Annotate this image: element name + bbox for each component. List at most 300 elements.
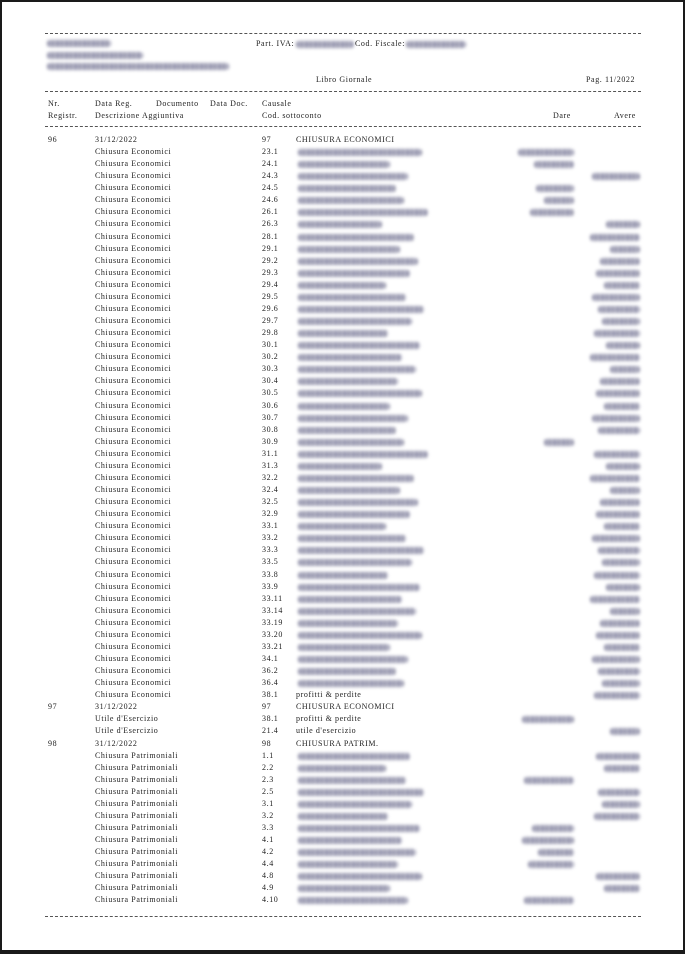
table-row bbox=[0, 582, 685, 594]
avere-amount-redacted bbox=[594, 451, 640, 458]
cell-desc: Chiusura Patrimoniali bbox=[95, 822, 179, 832]
cell-desc: Chiusura Economici bbox=[95, 255, 172, 265]
cell-desc: Chiusura Economici bbox=[95, 195, 172, 205]
cell-code: 31.1 bbox=[262, 448, 279, 458]
cell-code: 97 bbox=[262, 135, 272, 144]
cell-desc: Chiusura Patrimoniali bbox=[95, 883, 179, 893]
cell-desc: Chiusura Economici bbox=[95, 460, 172, 470]
avere-amount-redacted bbox=[604, 282, 640, 289]
table-row bbox=[0, 171, 685, 183]
account-name-redacted bbox=[298, 596, 402, 603]
cell-code: 33.5 bbox=[262, 557, 279, 567]
cell-code: 3.3 bbox=[262, 822, 274, 832]
dare-amount-redacted bbox=[528, 861, 574, 868]
dare-amount-redacted bbox=[544, 197, 574, 204]
avere-amount-redacted bbox=[592, 294, 640, 301]
cell-desc: Chiusura Economici bbox=[95, 243, 172, 253]
cell-desc: Chiusura Patrimoniali bbox=[95, 786, 179, 796]
account-name-redacted bbox=[298, 342, 420, 349]
cell-code: 3.2 bbox=[262, 810, 274, 820]
account-name-redacted bbox=[298, 330, 388, 337]
account-name-redacted bbox=[298, 873, 422, 880]
avere-amount-redacted bbox=[610, 608, 640, 615]
cell-nr: 97 bbox=[48, 702, 58, 712]
account-name-redacted bbox=[298, 354, 402, 361]
avere-amount-redacted bbox=[592, 535, 640, 542]
table-row bbox=[0, 751, 685, 763]
register-title: Libro Giornale bbox=[316, 75, 373, 84]
table-row bbox=[0, 714, 685, 726]
avere-amount-redacted bbox=[590, 596, 640, 603]
avere-amount-redacted bbox=[596, 753, 640, 760]
account-name-redacted bbox=[298, 584, 420, 591]
avere-amount-redacted bbox=[594, 572, 640, 579]
cell-code: 97 bbox=[262, 702, 272, 712]
cell-code: 33.14 bbox=[262, 605, 283, 615]
cell-code: 29.3 bbox=[262, 267, 279, 277]
account-name-redacted bbox=[298, 161, 390, 168]
avere-amount-redacted bbox=[598, 547, 640, 554]
cell-desc: Chiusura Economici bbox=[95, 159, 172, 169]
account-name-redacted bbox=[298, 294, 406, 301]
avere-amount-redacted bbox=[594, 330, 640, 337]
cell-code: 30.5 bbox=[262, 388, 279, 398]
avere-amount-redacted bbox=[594, 692, 640, 699]
cell-desc: Chiusura Economici bbox=[95, 605, 172, 615]
table-row bbox=[0, 304, 685, 316]
table-row bbox=[0, 413, 685, 425]
avere-amount-redacted bbox=[594, 813, 640, 820]
table-row bbox=[0, 823, 685, 835]
avere-amount-redacted bbox=[598, 306, 640, 313]
table-row bbox=[0, 316, 685, 328]
table-row bbox=[0, 642, 685, 654]
cell-desc: Chiusura Economici bbox=[95, 231, 172, 241]
dare-amount-redacted bbox=[530, 209, 574, 216]
account-name-redacted bbox=[298, 439, 404, 446]
dare-amount-redacted bbox=[524, 777, 574, 784]
account-name-redacted bbox=[298, 801, 412, 808]
account-name-redacted bbox=[298, 523, 386, 530]
cell-desc: Chiusura Economici bbox=[95, 219, 172, 229]
cell-desc: Chiusura Patrimoniali bbox=[95, 895, 179, 905]
cell-name: profitti & perdite bbox=[296, 714, 362, 724]
account-name-redacted bbox=[298, 608, 416, 615]
avere-amount-redacted bbox=[590, 475, 640, 482]
table-row bbox=[0, 835, 685, 847]
cell-desc: Chiusura Economici bbox=[95, 424, 172, 434]
avere-amount-redacted bbox=[604, 644, 640, 651]
account-name-redacted bbox=[298, 234, 414, 241]
col-cod-sottoconto: Cod. sottoconto bbox=[262, 111, 322, 120]
account-name-redacted bbox=[298, 813, 388, 820]
cell-desc: Utile d'Esercizio bbox=[95, 726, 159, 736]
account-name-redacted bbox=[298, 668, 396, 675]
cell-desc: Chiusura Economici bbox=[95, 593, 172, 603]
account-name-redacted bbox=[298, 149, 422, 156]
table-row bbox=[0, 871, 685, 883]
col-documento: Documento bbox=[156, 99, 199, 108]
cell-desc: Utile d'Esercizio bbox=[95, 714, 159, 724]
cell-code: 36.4 bbox=[262, 678, 279, 688]
table-row bbox=[0, 521, 685, 533]
avere-amount-redacted bbox=[596, 873, 640, 880]
cell-desc: Chiusura Economici bbox=[95, 448, 172, 458]
cell-code: 23.1 bbox=[262, 147, 279, 157]
account-name-redacted bbox=[298, 173, 408, 180]
avere-amount-redacted bbox=[604, 885, 640, 892]
avere-amount-redacted bbox=[606, 221, 640, 228]
cell-name: CHIUSURA PATRIM. bbox=[296, 738, 379, 748]
table-row bbox=[0, 473, 685, 485]
dare-amount-redacted bbox=[532, 825, 574, 832]
company-name-redacted bbox=[47, 40, 111, 47]
cell-desc: Chiusura Economici bbox=[95, 303, 172, 313]
avere-amount-redacted bbox=[598, 789, 640, 796]
cell-desc: Chiusura Economici bbox=[95, 581, 172, 591]
table-row bbox=[0, 570, 685, 582]
avere-amount-redacted bbox=[606, 342, 640, 349]
table-row bbox=[0, 244, 685, 256]
account-name-redacted bbox=[298, 487, 400, 494]
cell-desc: Chiusura Patrimoniali bbox=[95, 859, 179, 869]
table-row bbox=[0, 606, 685, 618]
cell-code: 33.20 bbox=[262, 629, 283, 639]
col-descr-agg: Descrizione Aggiuntiva bbox=[95, 111, 184, 120]
account-name-redacted bbox=[298, 849, 416, 856]
account-name-redacted bbox=[298, 765, 386, 772]
cell-desc: Chiusura Economici bbox=[95, 557, 172, 567]
page-number: Pag. 11/2022 bbox=[586, 75, 636, 84]
account-name-redacted bbox=[298, 403, 390, 410]
avere-amount-redacted bbox=[602, 559, 640, 566]
cell-code: 3.1 bbox=[262, 798, 274, 808]
avere-amount-redacted bbox=[592, 173, 640, 180]
cell-desc: Chiusura Economici bbox=[95, 690, 172, 700]
table-row bbox=[0, 461, 685, 473]
cell-code: 24.5 bbox=[262, 183, 279, 193]
cell-code: 28.1 bbox=[262, 231, 279, 241]
cell-code: 38.1 bbox=[262, 690, 279, 700]
account-name-redacted bbox=[298, 306, 424, 313]
cell-desc: Chiusura Economici bbox=[95, 666, 172, 676]
account-name-redacted bbox=[298, 680, 404, 687]
account-name-redacted bbox=[298, 209, 428, 216]
col-data-reg: Data Reg. bbox=[95, 99, 133, 108]
table-row bbox=[0, 268, 685, 280]
dare-amount-redacted bbox=[538, 849, 574, 856]
cell-code: 4.10 bbox=[262, 895, 279, 905]
cell-desc: Chiusura Patrimoniali bbox=[95, 762, 179, 772]
table-row bbox=[0, 207, 685, 219]
avere-amount-redacted bbox=[598, 427, 640, 434]
cell-date: 31/12/2022 bbox=[95, 135, 138, 144]
account-name-redacted bbox=[298, 197, 404, 204]
cell-code: 29.7 bbox=[262, 316, 279, 326]
table-row bbox=[0, 135, 685, 147]
account-name-redacted bbox=[298, 547, 424, 554]
piva-redacted bbox=[296, 41, 354, 48]
cell-code: 30.4 bbox=[262, 376, 279, 386]
header-divider bbox=[45, 91, 641, 92]
cell-desc: Chiusura Patrimoniali bbox=[95, 847, 179, 857]
account-name-redacted bbox=[298, 499, 418, 506]
avere-amount-redacted bbox=[600, 378, 640, 385]
account-name-redacted bbox=[298, 451, 428, 458]
avere-amount-redacted bbox=[596, 270, 640, 277]
col-nr: Nr. bbox=[48, 99, 60, 108]
cell-code: 33.9 bbox=[262, 581, 279, 591]
cell-name: CHIUSURA ECONOMICI bbox=[296, 135, 395, 144]
cell-desc: Chiusura Patrimoniali bbox=[95, 798, 179, 808]
table-row bbox=[0, 545, 685, 557]
cell-desc: Chiusura Economici bbox=[95, 147, 172, 157]
cell-code: 29.4 bbox=[262, 279, 279, 289]
account-name-redacted bbox=[298, 282, 386, 289]
cell-code: 4.2 bbox=[262, 847, 274, 857]
account-name-redacted bbox=[298, 825, 420, 832]
col-dare: Dare bbox=[553, 111, 571, 120]
dare-amount-redacted bbox=[522, 716, 574, 723]
table-row bbox=[0, 328, 685, 340]
cell-desc: Chiusura Economici bbox=[95, 641, 172, 651]
cell-code: 98 bbox=[262, 738, 272, 748]
table-row bbox=[0, 654, 685, 666]
cell-code: 32.4 bbox=[262, 485, 279, 495]
cell-code: 30.8 bbox=[262, 424, 279, 434]
cell-code: 30.3 bbox=[262, 364, 279, 374]
account-name-redacted bbox=[298, 572, 388, 579]
account-name-redacted bbox=[298, 366, 416, 373]
cf-redacted bbox=[406, 41, 466, 48]
cell-code: 34.1 bbox=[262, 654, 279, 663]
cell-code: 4.9 bbox=[262, 883, 274, 893]
table-row bbox=[0, 811, 685, 823]
table-row bbox=[0, 340, 685, 352]
table-row bbox=[0, 509, 685, 521]
account-name-redacted bbox=[298, 535, 406, 542]
table-row bbox=[0, 219, 685, 231]
account-name-redacted bbox=[298, 511, 410, 518]
account-name-redacted bbox=[298, 620, 398, 627]
table-row bbox=[0, 449, 685, 461]
avere-amount-redacted bbox=[602, 680, 640, 687]
avere-amount-redacted bbox=[602, 318, 640, 325]
cell-code: 26.1 bbox=[262, 207, 279, 217]
account-name-redacted bbox=[298, 861, 398, 868]
cell-code: 29.1 bbox=[262, 243, 279, 253]
account-name-redacted bbox=[298, 246, 400, 253]
table-row bbox=[0, 702, 685, 714]
table-row bbox=[0, 497, 685, 509]
cell-desc: Chiusura Economici bbox=[95, 472, 172, 482]
dare-amount-redacted bbox=[524, 897, 574, 904]
cell-code: 30.2 bbox=[262, 352, 279, 362]
account-name-redacted bbox=[298, 559, 412, 566]
avere-amount-redacted bbox=[600, 499, 640, 506]
account-name-redacted bbox=[298, 753, 410, 760]
cell-code: 29.6 bbox=[262, 303, 279, 313]
account-name-redacted bbox=[298, 897, 408, 904]
table-row bbox=[0, 232, 685, 244]
table-row bbox=[0, 280, 685, 292]
table-row bbox=[0, 859, 685, 871]
cell-desc: Chiusura Economici bbox=[95, 400, 172, 410]
cell-desc: Chiusura Economici bbox=[95, 183, 172, 193]
dare-amount-redacted bbox=[522, 837, 574, 844]
account-name-redacted bbox=[298, 221, 382, 228]
table-row bbox=[0, 678, 685, 690]
table-row bbox=[0, 726, 685, 738]
account-name-redacted bbox=[298, 415, 408, 422]
table-row bbox=[0, 799, 685, 811]
cell-code: 2.2 bbox=[262, 762, 274, 772]
cell-desc: Chiusura Economici bbox=[95, 207, 172, 217]
account-name-redacted bbox=[298, 632, 422, 639]
company-city-redacted bbox=[47, 63, 229, 70]
cell-code: 31.3 bbox=[262, 460, 279, 470]
col-causale: Causale bbox=[262, 99, 292, 108]
cell-code: 33.21 bbox=[262, 641, 283, 651]
account-name-redacted bbox=[298, 789, 424, 796]
table-row bbox=[0, 292, 685, 304]
col-avere: Avere bbox=[614, 111, 636, 120]
cell-desc: Chiusura Economici bbox=[95, 279, 172, 289]
table-row bbox=[0, 533, 685, 545]
cell-desc: Chiusura Economici bbox=[95, 376, 172, 386]
account-name-redacted bbox=[298, 837, 402, 844]
cell-desc: Chiusura Economici bbox=[95, 569, 172, 579]
table-row bbox=[0, 401, 685, 413]
cell-code: 24.3 bbox=[262, 171, 279, 181]
cell-desc: Chiusura Patrimoniali bbox=[95, 750, 179, 760]
avere-amount-redacted bbox=[610, 246, 640, 253]
account-name-redacted bbox=[298, 885, 390, 892]
cell-code: 32.5 bbox=[262, 497, 279, 507]
cell-date: 31/12/2022 bbox=[95, 738, 138, 748]
table-row bbox=[0, 159, 685, 171]
cell-desc: Chiusura Economici bbox=[95, 521, 172, 531]
cell-code: 32.2 bbox=[262, 472, 279, 482]
cell-code: 29.2 bbox=[262, 255, 279, 265]
avere-amount-redacted bbox=[596, 632, 640, 639]
cell-desc: Chiusura Economici bbox=[95, 436, 172, 446]
cell-code: 29.8 bbox=[262, 328, 279, 338]
table-row bbox=[0, 775, 685, 787]
cell-desc: Chiusura Economici bbox=[95, 678, 172, 688]
cell-code: 33.1 bbox=[262, 521, 279, 531]
cell-desc: Chiusura Economici bbox=[95, 617, 172, 627]
cell-code: 30.9 bbox=[262, 436, 279, 446]
avere-amount-redacted bbox=[604, 523, 640, 530]
cell-code: 33.3 bbox=[262, 545, 279, 555]
table-row bbox=[0, 666, 685, 678]
table-row bbox=[0, 618, 685, 630]
cell-code: 21.4 bbox=[262, 726, 279, 736]
avere-amount-redacted bbox=[604, 765, 640, 772]
table-row bbox=[0, 256, 685, 268]
bottom-divider bbox=[45, 916, 641, 917]
account-name-redacted bbox=[298, 475, 414, 482]
dare-amount-redacted bbox=[534, 161, 574, 168]
account-name-redacted bbox=[298, 644, 390, 651]
avere-amount-redacted bbox=[610, 728, 640, 735]
cell-desc: Chiusura Economici bbox=[95, 545, 172, 555]
cell-code: 30.7 bbox=[262, 412, 279, 422]
account-name-redacted bbox=[298, 427, 396, 434]
avere-amount-redacted bbox=[592, 656, 640, 663]
table-row bbox=[0, 376, 685, 388]
cell-desc: Chiusura Economici bbox=[95, 291, 172, 301]
cell-desc: Chiusura Economici bbox=[95, 509, 172, 519]
cell-code: 24.6 bbox=[262, 195, 279, 205]
cell-desc: Chiusura Economici bbox=[95, 316, 172, 326]
account-name-redacted bbox=[298, 390, 422, 397]
avere-amount-redacted bbox=[596, 511, 640, 518]
cell-desc: Chiusura Economici bbox=[95, 171, 172, 181]
table-row bbox=[0, 388, 685, 400]
avere-amount-redacted bbox=[590, 234, 640, 241]
cell-desc: Chiusura Economici bbox=[95, 267, 172, 277]
cell-desc: Chiusura Patrimoniali bbox=[95, 835, 179, 845]
columns-divider bbox=[45, 126, 641, 127]
avere-amount-redacted bbox=[598, 668, 640, 675]
cell-code: 29.5 bbox=[262, 291, 279, 301]
cell-code: 4.4 bbox=[262, 859, 274, 869]
cell-desc: Chiusura Economici bbox=[95, 352, 172, 362]
table-row bbox=[0, 147, 685, 159]
table-row bbox=[0, 352, 685, 364]
avere-amount-redacted bbox=[590, 354, 640, 361]
table-row bbox=[0, 883, 685, 895]
table-row bbox=[0, 195, 685, 207]
cell-code: 4.1 bbox=[262, 835, 274, 845]
cell-date: 31/12/2022 bbox=[95, 702, 138, 712]
avere-amount-redacted bbox=[604, 403, 640, 410]
table-row bbox=[0, 787, 685, 799]
cell-desc: Chiusura Economici bbox=[95, 412, 172, 422]
col-data-doc: Data Doc. bbox=[210, 99, 248, 108]
table-row bbox=[0, 847, 685, 859]
cell-desc: Chiusura Economici bbox=[95, 485, 172, 495]
cell-code: 38.1 bbox=[262, 714, 279, 724]
company-address-redacted bbox=[47, 52, 143, 59]
cf-label: Cod. Fiscale: bbox=[355, 39, 406, 48]
table-row bbox=[0, 557, 685, 569]
avere-amount-redacted bbox=[592, 415, 640, 422]
cell-desc: Chiusura Patrimoniali bbox=[95, 871, 179, 881]
cell-code: 26.3 bbox=[262, 219, 279, 229]
top-divider bbox=[45, 33, 641, 34]
cell-code: 33.19 bbox=[262, 617, 283, 627]
account-name-redacted bbox=[298, 777, 406, 784]
cell-desc: Chiusura Economici bbox=[95, 533, 172, 543]
avere-amount-redacted bbox=[602, 801, 640, 808]
cell-code: 33.11 bbox=[262, 593, 283, 603]
avere-amount-redacted bbox=[600, 620, 640, 627]
cell-desc: Chiusura Economici bbox=[95, 364, 172, 374]
table-row bbox=[0, 739, 685, 751]
cell-desc: Chiusura Economici bbox=[95, 654, 172, 663]
cell-code: 33.2 bbox=[262, 533, 279, 543]
cell-desc: Chiusura Economici bbox=[95, 388, 172, 398]
table-row bbox=[0, 895, 685, 907]
cell-desc: Chiusura Economici bbox=[95, 328, 172, 338]
cell-code: 1.1 bbox=[262, 750, 274, 760]
avere-amount-redacted bbox=[610, 487, 640, 494]
account-name-redacted bbox=[298, 185, 396, 192]
cell-desc: Chiusura Patrimoniali bbox=[95, 774, 179, 784]
